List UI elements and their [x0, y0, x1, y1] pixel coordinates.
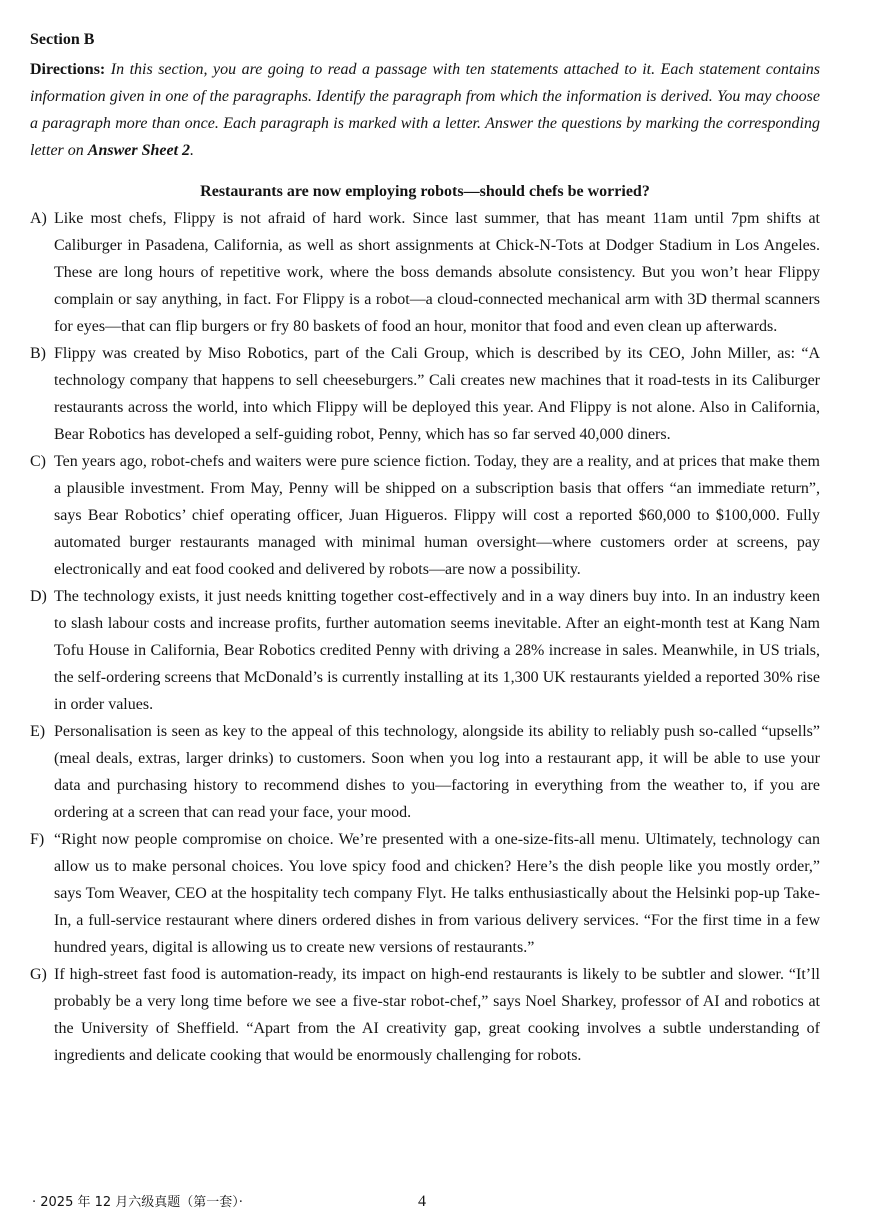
paragraph-text: “Right now people compromise on choice. We’re presented with a one-size-fits-all menu. Ultimately, technology can allow us to make personal choices. You love spicy food and chicken? Here’s the dish people like you mostly order,” says Tom Weaver, CEO at the hospitality tech company Flyt. He talks enthusiastically about the Helsinki pop-up Take-In, a full-service restaurant where diners ordered dishes in from various delivery services. “For the first time in a few hundred years, digital is allowing us to create new versions of restaurants.”	[54, 831, 820, 956]
paragraph-f	[30, 826, 820, 961]
paragraph-letter: C)	[30, 453, 46, 470]
paragraph-text: Ten years ago, robot-chefs and waiters were pure science fiction. Today, they are a reality, and at prices that make them a plausible investment. From May, Penny will be shipped on a subscription basis that offers “an immediate return”, says Bear Robotics’ chief operating officer, Juan Higueros. Flippy will cost a reported $60,000 to $100,000. Fully automated burger restaurants managed with minimal human oversight—where customers order at screens, pay electronically and eat food cooked and delivered by robots—are now a possibility.	[54, 453, 820, 578]
directions-end: .	[190, 142, 195, 159]
page-number: 4	[418, 1193, 426, 1210]
section-title: Section B	[30, 31, 95, 48]
directions-text: In this section, you are going to read a passage with ten statements attached to it. Each statement contains information given in one of the paragraphs. Identify the paragraph from which the information is derived. You may choose a paragraph more than once. Each paragraph is marked with a letter. Answer the questions by marking the corresponding letter on	[30, 61, 821, 159]
paragraph-text: If high-street fast food is automation-ready, its impact on high-end restaurants is likely to be subtler and slower. “It’ll probably be a very long time before we see a five-star robot-chef,” says Noel Sharkey, professor of AI and robotics at the University of Sheffield. “Apart from the AI creativity gap, great cooking involves a subtle understanding of ingredients and delicate cooking that would be enormously challenging for robots.	[54, 966, 820, 1064]
paragraph-e	[30, 718, 820, 826]
paragraph-letter: G)	[30, 966, 47, 983]
paragraph-letter: D)	[30, 588, 47, 605]
directions	[30, 56, 820, 164]
paragraph-letter: A)	[30, 210, 47, 227]
paragraph-g	[30, 961, 820, 1069]
passage-title: Restaurants are now employing robots—should chefs be worried?	[200, 183, 650, 200]
paragraph-text: The technology exists, it just needs knitting together cost-effectively and in a way diners buy into. In an industry keen to slash labour costs and increase profits, further automation seems inevitable. After an eight-month test at Kang Nam Tofu House in California, Bear Robotics credited Penny with driving a 28% increase in sales. Meanwhile, in US trials, the self-ordering screens that McDonald’s is currently installing at its 1,300 UK restaurants yielded a reported 30% rise in order values.	[54, 588, 820, 713]
exam-footer-label: · 2025 年 12 月六级真题（第一套）·	[32, 1195, 243, 1210]
passage	[30, 205, 820, 1069]
paragraph-d	[30, 583, 820, 718]
paragraph-c	[30, 448, 820, 583]
paragraph-text: Like most chefs, Flippy is not afraid of hard work. Since last summer, that has meant 11am until 7pm shifts at Caliburger in Pasadena, California, as well as short assignments at Chick-N-Tots at Dodger Stadium in Los Angeles. These are long hours of repetitive work, where the boss demands absolute consistency. But you won’t hear Flippy complain or say anything, in fact. For Flippy is a robot—a cloud-connected mechanical arm with 3D thermal scanners for eyes—that can flip burgers or fry 80 baskets of food an hour, monitor that food and even clean up afterwards.	[54, 210, 820, 335]
paragraph-text: Flippy was created by Miso Robotics, part of the Cali Group, which is described by its CEO, John Miller, as: “A technology company that happens to sell cheeseburgers.” Cali creates new machines that it road-tests in its Caliburger restaurants across the world, into which Flippy will be deployed this year. And Flippy is not alone. Also in California, Bear Robotics has developed a self-guiding robot, Penny, which has so far served 40,000 diners.	[54, 345, 820, 443]
paragraph-letter: E)	[30, 723, 46, 740]
paragraph-a	[30, 205, 820, 340]
paragraph-letter: B)	[30, 345, 46, 362]
answer-sheet-reference: Answer Sheet 2	[87, 142, 191, 159]
paragraph-b	[30, 340, 820, 448]
directions-label: Directions:	[30, 61, 106, 78]
paragraph-letter: F)	[30, 831, 45, 848]
paragraph-text: Personalisation is seen as key to the appeal of this technology, alongside its ability to reliably push so-called “upsells” (meal deals, extras, larger drinks) to customers. Soon when you log into a restaurant app, it will be able to use your data and purchasing history to recommend dishes to you—factoring in everything from the weather to, if you are ordering at a screen that can read your face, your mood.	[54, 723, 820, 821]
